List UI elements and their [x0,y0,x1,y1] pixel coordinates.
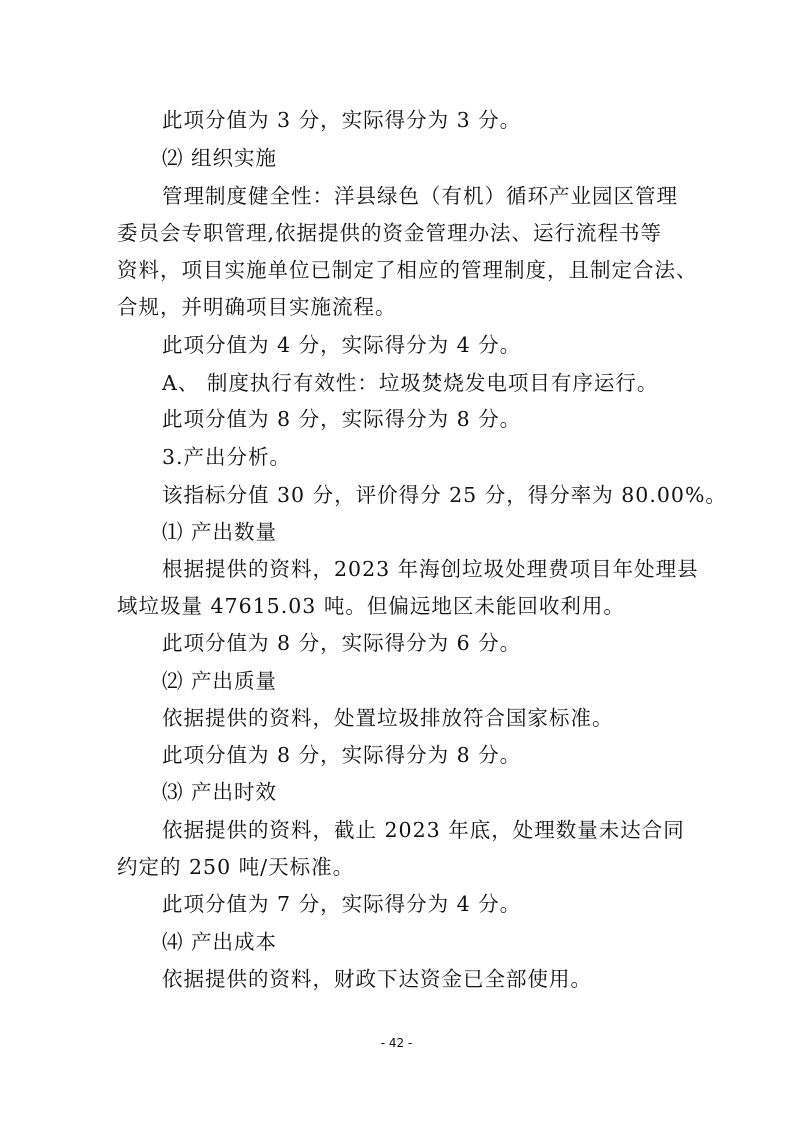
section-heading: 3.产出分析。 [162,445,292,469]
paragraph-line: 管理制度健全性：洋县绿色（有机）循环产业园区管理 [162,184,678,208]
paragraph-line: 约定的 250 吨/天标准。 [117,855,355,879]
paragraph-line: 此项分值为 8 分，实际得分为 6 分。 [162,631,522,655]
section-heading: ⑵ 组织实施 [162,146,278,170]
section-heading: ⑶ 产出时效 [162,780,278,804]
section-heading: ⑵ 产出质量 [162,669,278,693]
section-heading: ⑴ 产出数量 [162,520,278,544]
paragraph-line: 依据提供的资料，处置垃圾排放符合国家标准。 [162,706,614,730]
paragraph-line: 资料，项目实施单位已制定了相应的管理制度，且制定合法、 [117,258,698,282]
section-heading: ⑷ 产出成本 [162,930,278,954]
paragraph-line: 委员会专职管理,依据提供的资金管理办法、运行流程书等 [117,221,663,245]
paragraph-line: 根据提供的资料，2023 年海创垃圾处理费项目年处理县 [162,557,699,581]
paragraph-line: 此项分值为 4 分，实际得分为 4 分。 [162,333,522,357]
paragraph-line: 此项分值为 3 分，实际得分为 3 分。 [162,108,522,132]
paragraph-line: 该指标分值 30 分，评价得分 25 分，得分率为 80.00%。 [162,483,727,507]
paragraph-line: 此项分值为 8 分，实际得分为 8 分。 [162,407,522,431]
paragraph-line: 此项分值为 8 分，实际得分为 8 分。 [162,743,522,767]
paragraph-line: 依据提供的资料，财政下达资金已全部使用。 [162,967,592,991]
paragraph-line: 依据提供的资料，截止 2023 年底，处理数量未达合同 [162,818,685,842]
page-number: - 42 - [380,1036,413,1050]
paragraph-line: A、 制度执行有效性：垃圾焚烧发电项目有序运行。 [162,371,659,395]
paragraph-line: 域垃圾量 47615.03 吨。但偏远地区未能回收利用。 [117,594,625,618]
paragraph-line: 合规，并明确项目实施流程。 [117,295,397,319]
paragraph-line: 此项分值为 7 分，实际得分为 4 分。 [162,892,522,916]
